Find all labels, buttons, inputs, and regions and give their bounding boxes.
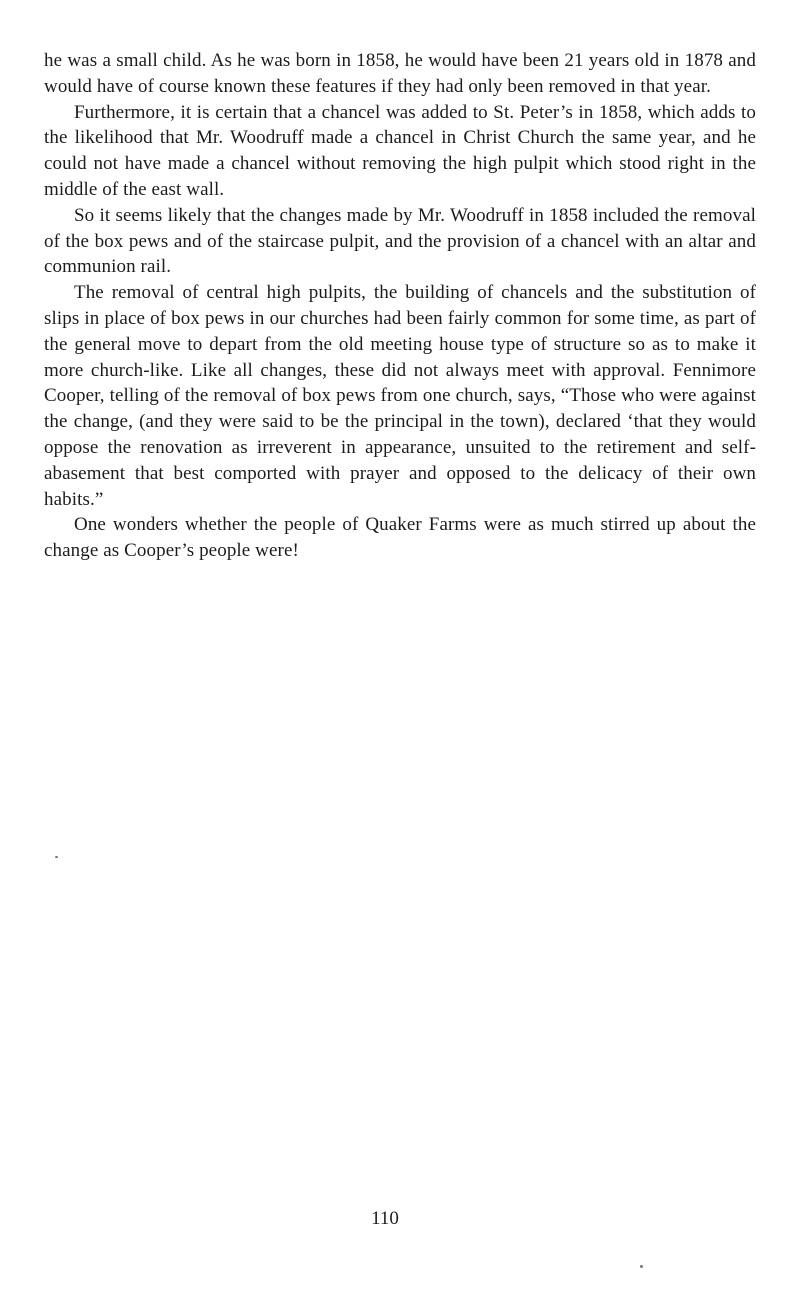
page-number: 110 xyxy=(371,1208,399,1229)
paragraph-changes: So it seems likely that the changes made by Mr. Woodruff in 1858 included the removal of the box pews and of the staircase pulpit, and the provision of a chancel with an altar and communion rail. xyxy=(44,204,756,278)
paragraph-chancel: Furthermore, it is certain that a chancel was added to St. Peter’s in 1858, which adds to the likelihood that Mr. Woodruff made a chancel in Christ Church the same year, and he could not have made a chancel without removing the high pulpit which stood right in the middle of the east wall. xyxy=(44,101,756,200)
paragraph-pulpits: The removal of central high pulpits, the building of chancels and the substitution of slips in place of box pews in our churches had been fairly common for some time, as part of the general move to depart from the old meeting house type of structure so as to make it more church-like. Like all changes, these did not always meet with approval. Fennimore Cooper, telling of the removal of box pews from one church, says, “Those who were against the change, (and they were said to be the principal in the town), declared ‘that they would oppose the renovation as irreverent in appearance, unsuited to the retirement and self-abasement that best comported with prayer and opposed to the delicacy of their own habits.” xyxy=(44,282,756,510)
paragraph-quaker-farms: One wonders whether the people of Quaker Farms were as much stirred up about the change as Cooper’s people were! xyxy=(44,514,756,562)
scan-speck xyxy=(55,856,58,858)
scan-speck xyxy=(640,1265,643,1268)
body-text xyxy=(44,48,756,564)
paragraph-continued: he was a small child. As he was born in 1858, he would have been 21 years old in 1878 and would have of course known these features if they had only been removed in that year. xyxy=(44,50,756,97)
